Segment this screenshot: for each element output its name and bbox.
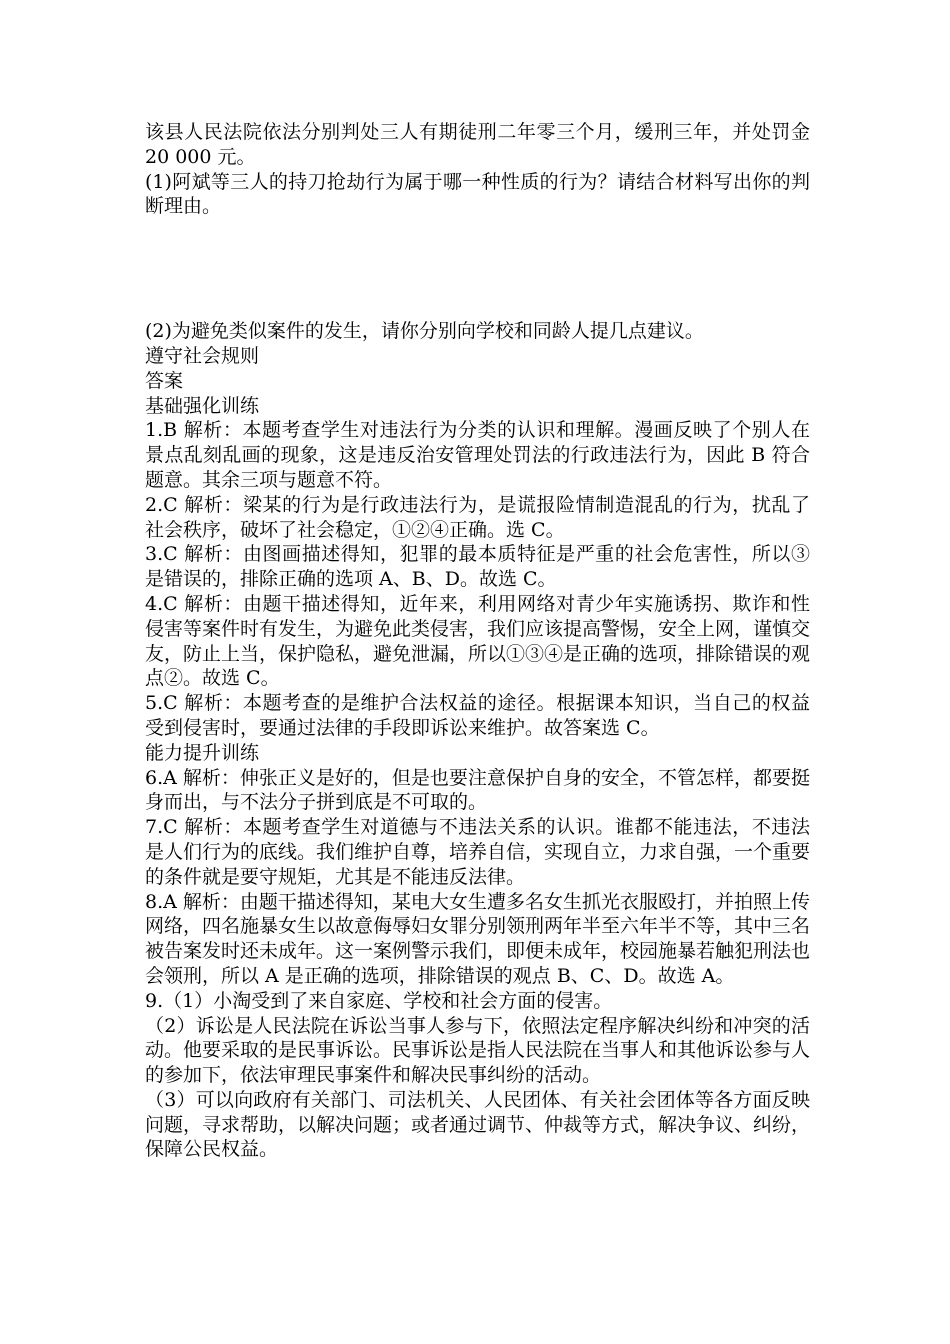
ability-training-heading: 能力提升训练 [145, 741, 260, 764]
document-page [145, 120, 810, 1162]
basic-training-heading: 基础强化训练 [145, 394, 260, 417]
question-intro: 该县人民法院依法分别判处三人有期徒刑二年零三个月，缓刑三年，并处罚金 20 000 元。 [145, 121, 810, 168]
answer-item: 2.C 解析：梁某的行为是行政违法行为，是谎报险情制造混乱的行为，扰乱了社会秩序，破坏了社会稳定，①②④正确。选 C。 [145, 493, 810, 541]
question-2: (2)为避免类似案件的发生，请你分别向学校和同龄人提几点建议。 [145, 320, 704, 343]
answer-item: （3）可以向政府有关部门、司法机关、人民团体、有关社会团体等各方面反映问题，寻求帮助，以解决问题；或者通过调节、仲裁等方式，解决争议、纠纷，保障公民权益。 [145, 1088, 811, 1161]
answer-item: 8.A 解析：由题干描述得知，某电大女生遭多名女生抓光衣服殴打，并拍照上传网络，四名施暴女生以故意侮辱妇女罪分别领刑两年半至六年半不等，其中三名被告案发时还未成年。这一案例警示我们，即便未成年，校园施暴若触犯刑法也会领刑，所以 A 是正确的选项，排除错误的观点 B、C、D。故选 A。 [145, 890, 811, 987]
answer-item: 1.B 解析：本题考查学生对违法行为分类的认识和理解。漫画反映了个别人在景点乱刻乱画的现象，这是违反治安管理处罚法的行政违法行为，因此 B 符合题意。其余三项与题意不符。 [145, 419, 810, 491]
section-title: 遵守社会规则 [145, 344, 260, 367]
question-1: (1)阿斌等三人的持刀抢劫行为属于哪一种性质的行为？请结合材料写出你的判断理由。 [145, 170, 810, 218]
answer-item: 4.C 解析：由题干描述得知，近年来，利用网络对青少年实施诱拐、欺诈和性侵害等案件时有发生，为避免此类侵害，我们应该提高警惕，安全上网，谨慎交友，防止上当，保护隐私，避免泄漏，所以①③④是正确的选项，排除错误的观点②。故选 C。 [145, 592, 811, 690]
answer-item: 7.C 解析：本题考查学生对道德与不违法关系的认识。谁都不能违法，不违法是人们行为的底线。我们维护自尊，培养自信，实现自立，力求自强，一个重要的条件就是要守规矩，尤其是不能违反法律。 [145, 816, 811, 888]
answer-heading: 答案 [145, 369, 184, 392]
answer-item: 9.（1）小淘受到了来自家庭、学校和社会方面的侵害。 [145, 989, 613, 1012]
answer-item: 5.C 解析：本题考查的是维护合法权益的途径。根据课本知识，当自己的权益受到侵害时，要通过法律的手段即诉讼来维护。故答案选 C。 [145, 692, 810, 739]
answer-item: （2）诉讼是人民法院在诉讼当事人参与下，依照法定程序解决纠纷和冲突的活动。他要采取的是民事诉讼。民事诉讼是指人民法院在当事人和其他诉讼参与人的参加下，依法审理民事案件和解决民事纠纷的活动。 [145, 1014, 811, 1087]
answer-space [145, 219, 810, 319]
answer-item: 3.C 解析：由图画描述得知，犯罪的最本质特征是严重的社会危害性，所以③是错误的，排除正确的选项 A、B、D。故选 C。 [145, 543, 810, 591]
answer-item: 6.A 解析：伸张正义是好的，但是也要注意保护自身的安全，不管怎样，都要挺身而出，与不法分子拼到底是不可取的。 [145, 766, 810, 814]
